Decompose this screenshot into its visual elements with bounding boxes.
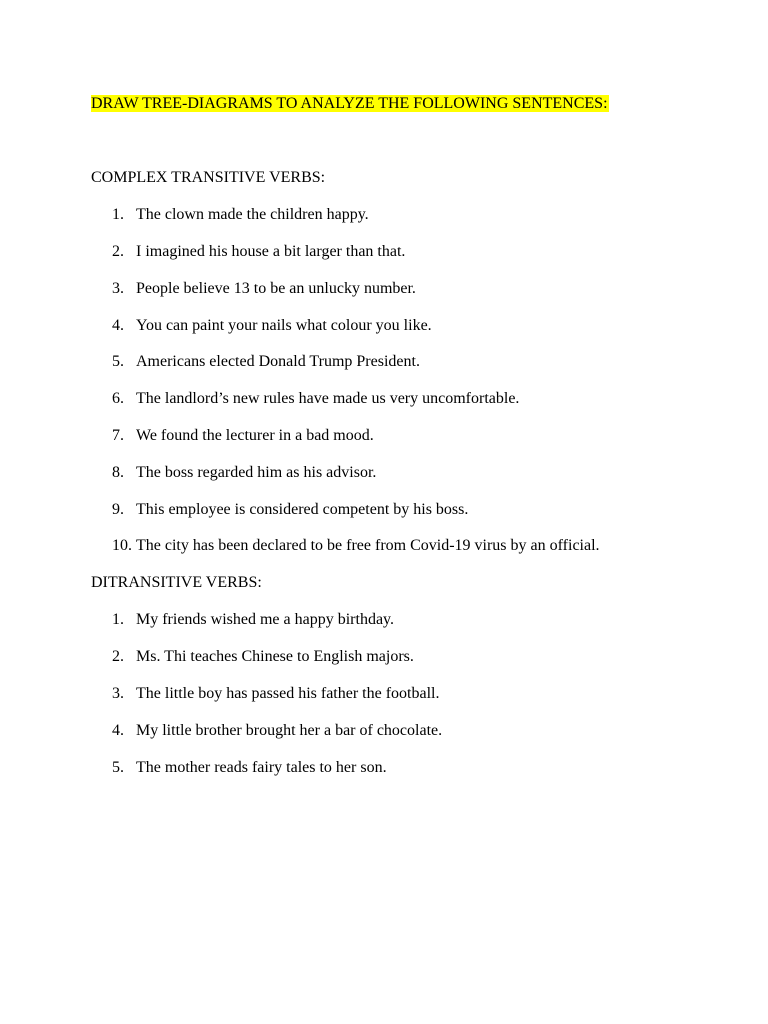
section-heading-ditransitive: DITRANSITIVE VERBS: — [91, 574, 262, 591]
list-item — [112, 646, 414, 668]
list-item-number: 6. — [112, 390, 124, 407]
list-item-text: Americans elected Donald Trump President. — [136, 353, 420, 370]
list-item-number: 4. — [112, 317, 124, 334]
list-item — [112, 499, 468, 521]
list-item — [112, 462, 376, 484]
list-item — [112, 241, 405, 263]
list-item — [112, 388, 519, 410]
list-item — [112, 315, 432, 337]
list-item-text: The little boy has passed his father the football. — [136, 685, 440, 702]
section-heading-complex-transitive: COMPLEX TRANSITIVE VERBS: — [91, 169, 326, 186]
list-item-text: The mother reads fairy tales to her son. — [136, 759, 387, 776]
list-item-number: 2. — [112, 243, 124, 260]
list-item-text: The boss regarded him as his advisor. — [136, 464, 377, 481]
list-item-number: 1. — [112, 206, 124, 223]
list-item — [112, 278, 416, 300]
document-title — [91, 93, 609, 115]
list-item-text: We found the lecturer in a bad mood. — [136, 427, 374, 444]
list-item-text: The clown made the children happy. — [136, 206, 369, 223]
list-item — [112, 204, 369, 226]
list-item-text: My friends wished me a happy birthday. — [136, 611, 395, 628]
list-item-text: People believe 13 to be an unlucky number. — [136, 280, 416, 297]
list-item — [112, 609, 394, 631]
list-item-text: I imagined his house a bit larger than that. — [136, 243, 406, 260]
list-item-number: 5. — [112, 353, 124, 370]
list-item — [112, 351, 420, 373]
list-item — [112, 425, 374, 447]
list-item-number: 2. — [112, 648, 124, 665]
list-item — [112, 535, 600, 557]
list-item-text: You can paint your nails what colour you like. — [136, 317, 432, 334]
list-item-text: The city has been declared to be free from Covid-19 virus by an official. — [136, 537, 600, 554]
list-item-number: 7. — [112, 427, 124, 444]
list-item-text: The landlord’s new rules have made us very uncomfortable. — [136, 390, 520, 407]
list-item-number: 5. — [112, 759, 124, 776]
list-item-number: 4. — [112, 722, 124, 739]
list-item-text: This employee is considered competent by his boss. — [136, 501, 469, 518]
list-item-number: 3. — [112, 280, 124, 297]
highlighted-title: DRAW TREE-DIAGRAMS TO ANALYZE THE FOLLOWING SENTENCES: — [91, 95, 608, 112]
list-item-number: 10. — [112, 537, 132, 554]
list-item-number: 9. — [112, 501, 124, 518]
list-item — [112, 757, 387, 779]
list-item-text: My little brother brought her a bar of chocolate. — [136, 722, 443, 739]
list-item-number: 1. — [112, 611, 124, 628]
list-item-number: 3. — [112, 685, 124, 702]
list-item-text: Ms. Thi teaches Chinese to English majors. — [136, 648, 414, 665]
list-item — [112, 720, 442, 742]
list-item — [112, 683, 439, 705]
list-item-number: 8. — [112, 464, 124, 481]
